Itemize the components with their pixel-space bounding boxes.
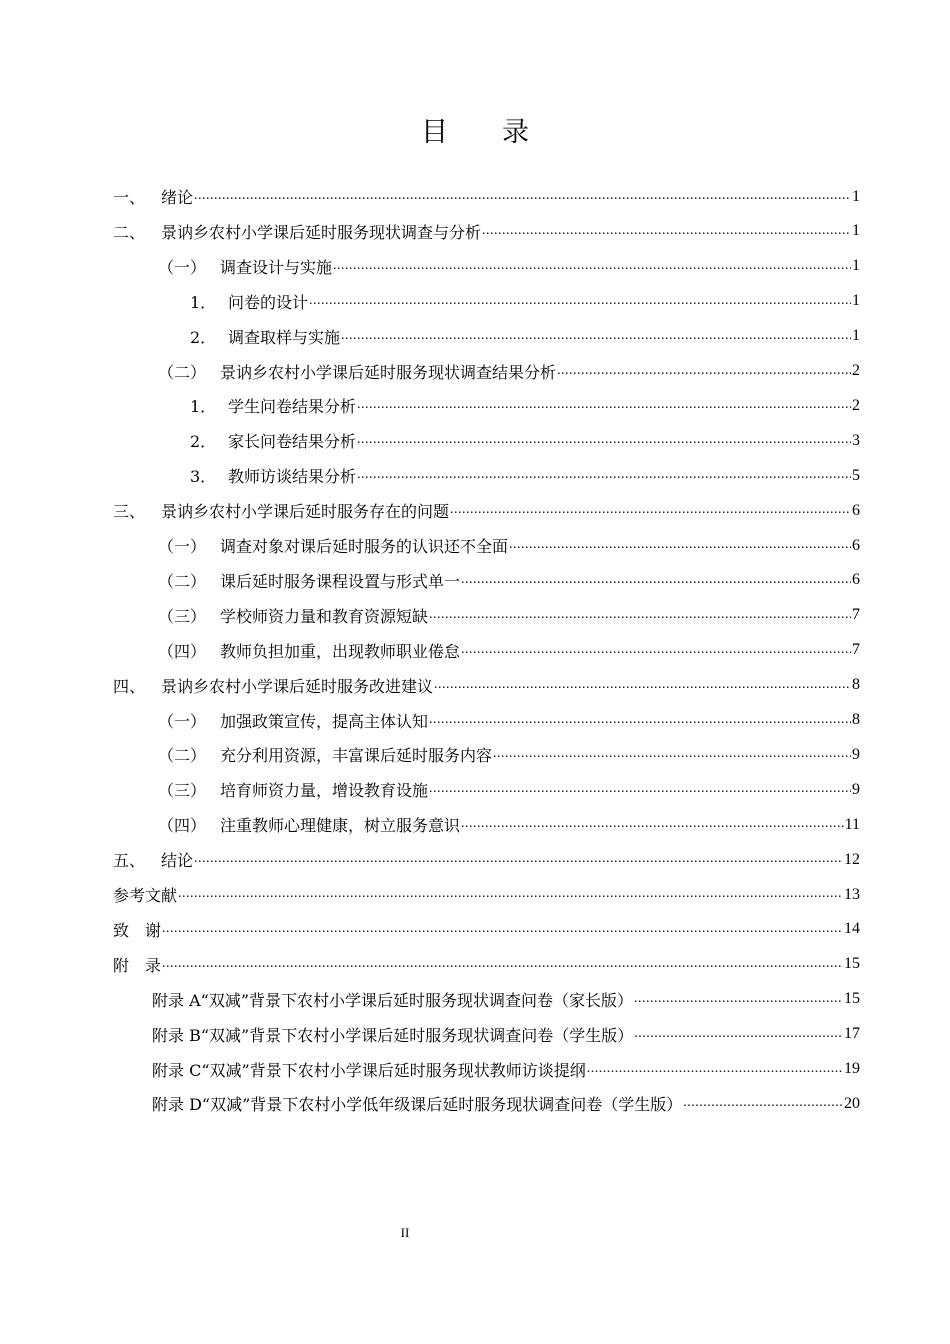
toc-entry-number: 2． <box>190 327 217 347</box>
toc-entry-label: 调查取样与实施 <box>228 327 341 347</box>
toc-entry-page-number: 8 <box>852 711 860 728</box>
toc-entry[interactable] <box>158 772 860 807</box>
toc-entry[interactable] <box>158 807 860 842</box>
toc-entry[interactable] <box>158 354 860 389</box>
toc-entry-page-number: 1 <box>852 257 860 275</box>
toc-entry-number: （四） <box>158 641 207 661</box>
toc-title-char-2: 录 <box>502 117 529 148</box>
toc-entry-label: 注重教师心理健康，树立服务意识 <box>220 816 461 836</box>
toc-entry[interactable] <box>113 214 860 249</box>
toc-entry[interactable] <box>152 982 860 1017</box>
toc-entry-label: 景讷乡农村小学课后延时服务改进建议 <box>161 676 434 696</box>
toc-entry-number: （三） <box>158 606 207 626</box>
toc-dot-leader <box>309 284 851 319</box>
toc-entry-number: 3． <box>190 467 217 487</box>
toc-entry-number: 1． <box>190 397 217 417</box>
toc-dot-leader <box>634 1017 843 1052</box>
toc-entry-page-number: 5 <box>852 466 860 484</box>
toc-entry[interactable] <box>152 1052 860 1087</box>
toc-entry-label: 问卷的设计 <box>228 292 309 312</box>
toc-entry-label: 加强政策宣传，提高主体认知 <box>220 711 429 731</box>
toc-entry-page-number: 3 <box>852 431 860 449</box>
toc-entry-label: 附录 A“双减”背景下农村小学课后延时服务现状调查问卷（家长版） <box>152 990 634 1010</box>
toc-entry-label: 参考文献 <box>113 886 178 905</box>
toc-entry-label: 景讷乡农村小学课后延时服务存在的问题 <box>161 502 450 522</box>
toc-entry-page-number: 1 <box>852 292 860 310</box>
toc-entry-number: 五、 <box>113 851 146 871</box>
toc-dot-leader <box>194 842 843 877</box>
toc-entry-page-number: 1 <box>852 187 860 205</box>
toc-entry-number: 二、 <box>113 222 146 242</box>
page-footer-number: II <box>400 1225 410 1240</box>
toc-entry-page-number: 2 <box>852 396 860 414</box>
toc-entry[interactable] <box>190 423 860 458</box>
toc-entry[interactable] <box>190 319 860 354</box>
toc-entry[interactable] <box>190 388 860 423</box>
toc-entry-page-number: 7 <box>852 641 860 659</box>
toc-dot-leader <box>357 423 851 458</box>
toc-dot-leader <box>493 737 851 772</box>
toc-entry-label: 培育师资力量，增设教育设施 <box>220 781 429 801</box>
toc-entry-number: 1． <box>190 292 217 312</box>
toc-entry-page-number: 15 <box>844 955 860 973</box>
toc-entry-label: 附录 C“双减”背景下农村小学课后延时服务现状教师访谈提纲 <box>152 1060 586 1080</box>
toc-dot-leader <box>557 354 851 389</box>
toc-entry-number: 一、 <box>113 188 146 207</box>
toc-entry-page-number: 14 <box>844 920 860 938</box>
toc-entry[interactable] <box>113 842 860 877</box>
toc-entry-number: （一） <box>158 257 207 277</box>
toc-dot-leader <box>429 772 851 807</box>
toc-entry-label: 致 谢 <box>113 920 162 940</box>
toc-dot-leader <box>162 912 843 947</box>
toc-dot-leader <box>461 807 844 842</box>
toc-entry[interactable] <box>190 284 860 319</box>
toc-entry[interactable] <box>113 668 860 703</box>
toc-dot-leader <box>461 563 851 598</box>
toc-entry-page-number: 1 <box>852 327 860 345</box>
toc-entry-number: （二） <box>158 746 207 766</box>
toc-dot-leader <box>341 319 851 354</box>
toc-entry[interactable] <box>113 912 860 947</box>
toc-entry-label: 景讷乡农村小学课后延时服务现状调查与分析 <box>161 222 482 242</box>
toc-entry[interactable] <box>158 633 860 668</box>
toc-entry-label: 学校师资力量和教育资源短缺 <box>220 606 429 626</box>
toc-dot-leader <box>434 668 851 703</box>
toc-entry-number: 2． <box>190 432 217 452</box>
toc-entry-label: 附录 D“双减”背景下农村小学低年级课后延时服务现状调查问卷（学生版） <box>152 1095 683 1115</box>
toc-entry-page-number: 17 <box>844 1025 860 1043</box>
toc-dot-leader <box>509 528 851 563</box>
toc-entry-number: （二） <box>158 362 207 382</box>
toc-dot-leader <box>683 1086 843 1121</box>
toc-dot-leader <box>482 214 851 249</box>
toc-entry[interactable] <box>158 737 860 772</box>
toc-dot-leader <box>357 388 851 423</box>
toc-entry-label: 教师访谈结果分析 <box>228 467 357 487</box>
toc-entry-label: 学生问卷结果分析 <box>228 397 357 417</box>
toc-dot-leader <box>194 179 851 214</box>
toc-entry[interactable] <box>158 598 860 633</box>
toc-entry-label: 结论 <box>161 851 194 871</box>
toc-entry-label: 调查对象对课后延时服务的认识还不全面 <box>220 537 509 556</box>
toc-entry-number: 三、 <box>113 502 146 522</box>
toc-entry[interactable] <box>158 528 860 563</box>
toc-entry-number: （一） <box>158 711 207 731</box>
toc-entry-number: （二） <box>158 571 207 591</box>
toc-entry-label: 充分利用资源，丰富课后延时服务内容 <box>220 746 493 766</box>
toc-dot-leader <box>429 703 851 738</box>
toc-entry-page-number: 19 <box>844 1060 860 1077</box>
toc-entry-label: 家长问卷结果分析 <box>228 432 357 452</box>
toc-entry-label: 绪论 <box>161 188 194 207</box>
toc-entry[interactable] <box>113 493 860 528</box>
toc-title-char-1: 目 <box>421 117 448 148</box>
toc-dot-leader <box>162 947 843 982</box>
toc-entry-number: （三） <box>158 781 207 801</box>
toc-dot-leader <box>178 877 843 912</box>
toc-entry[interactable] <box>190 458 860 493</box>
toc-entry-label: 课后延时服务课程设置与形式单一 <box>220 571 461 591</box>
toc-entry-page-number: 6 <box>852 571 860 589</box>
toc-entry-label: 附录 B“双减”背景下农村小学课后延时服务现状调查问卷（学生版） <box>152 1025 634 1045</box>
toc-dot-leader <box>333 249 851 284</box>
toc-entry[interactable] <box>113 877 860 912</box>
toc-dot-leader <box>357 458 851 493</box>
toc-entry-page-number: 12 <box>844 850 860 868</box>
toc-entry-number: （四） <box>158 816 207 836</box>
toc-entry[interactable] <box>158 703 860 738</box>
toc-dot-leader <box>461 633 851 668</box>
toc-entry-page-number: 7 <box>852 606 860 624</box>
toc-entry-page-number: 9 <box>852 780 860 798</box>
toc-entry-page-number: 11 <box>844 815 860 833</box>
toc-entry-page-number: 15 <box>844 990 860 1008</box>
toc-entry[interactable] <box>158 563 860 598</box>
toc-entry-page-number: 2 <box>852 362 860 379</box>
toc-entry-page-number: 13 <box>844 885 860 903</box>
toc-entry-label: 教师负担加重，出现教师职业倦怠 <box>220 641 461 661</box>
toc-entry-number: 四、 <box>113 676 146 696</box>
toc-dot-leader <box>634 982 843 1017</box>
toc-entry[interactable] <box>113 179 860 214</box>
toc-title <box>0 113 950 153</box>
toc-entry[interactable] <box>152 1086 860 1121</box>
toc-entry-number: （一） <box>158 537 207 556</box>
toc-entry-page-number: 20 <box>844 1094 860 1112</box>
toc-dot-leader <box>450 493 851 528</box>
toc-entry-label: 附 录 <box>113 955 162 975</box>
toc-dot-leader <box>587 1052 843 1087</box>
toc-entry-page-number: 1 <box>852 222 860 240</box>
toc-entry-page-number: 8 <box>852 676 860 694</box>
toc-entry[interactable] <box>152 1017 860 1052</box>
toc-entry[interactable] <box>113 947 860 982</box>
toc-entry-page-number: 6 <box>852 501 860 519</box>
toc-entry-label: 景讷乡农村小学课后延时服务现状调查结果分析 <box>220 362 557 382</box>
toc-entry-page-number: 6 <box>852 536 860 554</box>
toc-entry-page-number: 9 <box>852 745 860 763</box>
toc-entry[interactable] <box>158 249 860 284</box>
toc-entry-label: 调查设计与实施 <box>220 257 333 277</box>
toc-dot-leader <box>429 598 851 633</box>
